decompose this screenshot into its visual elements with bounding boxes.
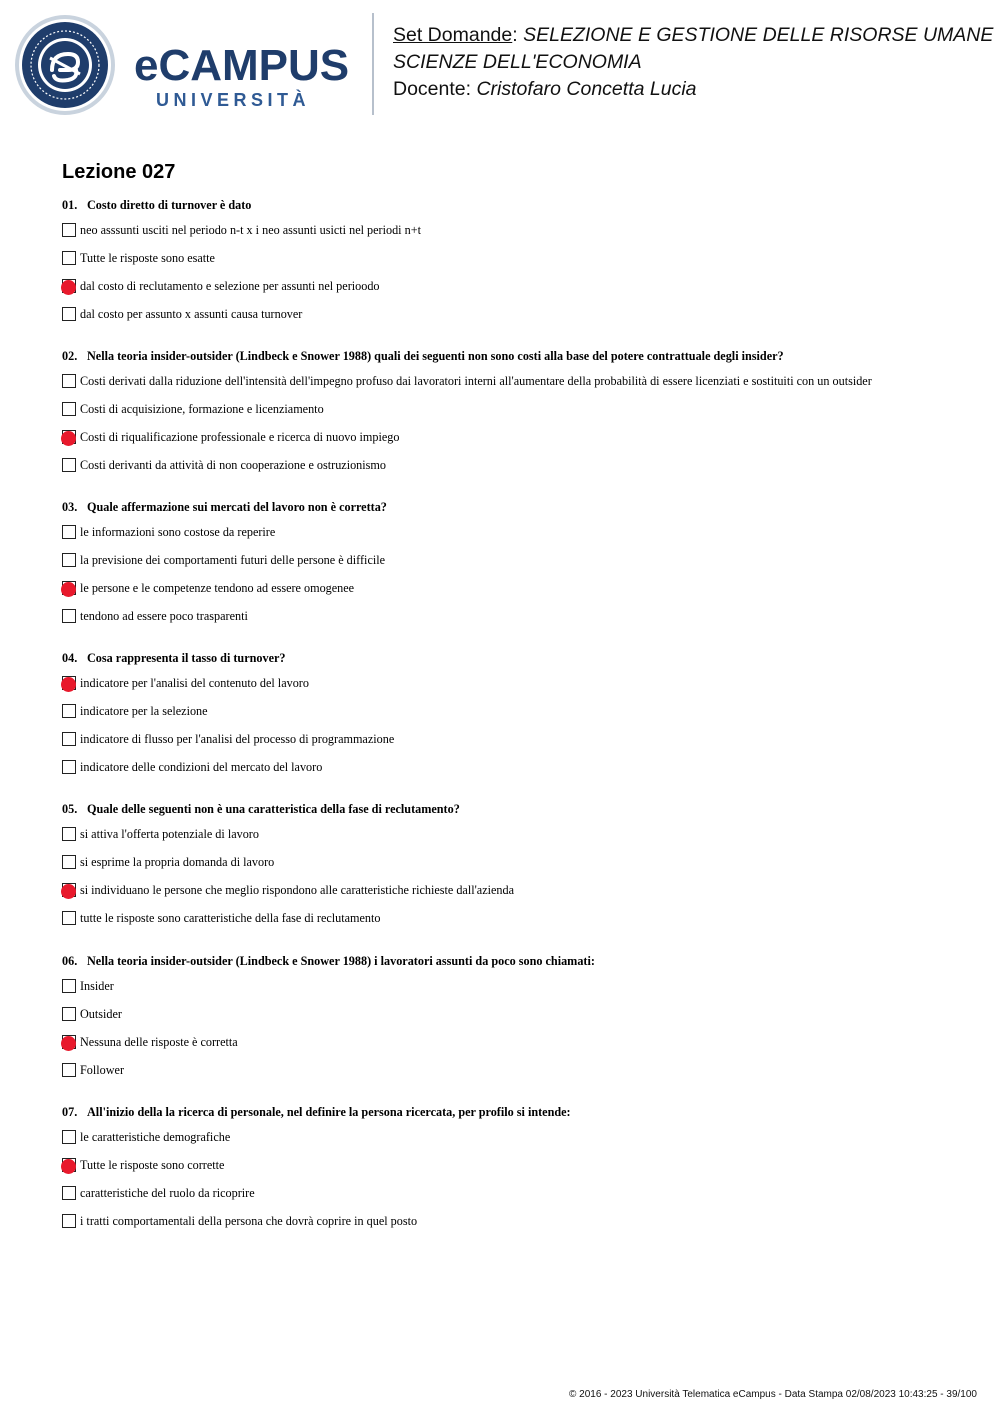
course-title: SELEZIONE E GESTIONE DELLE RISORSE UMANE: [523, 24, 994, 46]
question-number: 06.: [62, 954, 78, 968]
answer-checkbox: [62, 760, 76, 774]
set-label: Set Domande: [393, 24, 513, 46]
question-number: 04.: [62, 651, 78, 665]
answer-text: tutte le risposte sono caratteristiche della fase di reclutamento: [80, 911, 381, 925]
answer-checkbox: [62, 704, 76, 718]
answer-text: Costi di riqualificazione professionale e ricerca di nuovo impiego: [80, 430, 400, 444]
question-text: Quale affermazione sui mercati del lavoro non è corretta?: [87, 500, 387, 514]
question-text: Cosa rappresenta il tasso di turnover?: [87, 651, 286, 665]
answer-checkbox: [62, 1130, 76, 1144]
question-number: 03.: [62, 500, 78, 514]
question-7: [62, 1105, 571, 1120]
page-footer: © 2016 - 2023 Università Telematica eCampus - Data Stampa 02/08/2023 10:43:25 - 39/100: [569, 1389, 977, 1400]
answer-text: le informazioni sono costose da reperire: [80, 525, 276, 539]
question-text: Nella teoria insider-outsider (Lindbeck e Snower 1988) i lavoratori assunti da poco sono chiamati:: [87, 954, 595, 968]
question-6: [62, 954, 595, 969]
answer-text: le caratteristiche demografiche: [80, 1130, 231, 1144]
answer-text: tendono ad essere poco trasparenti: [80, 609, 248, 623]
header-divider: [372, 13, 374, 115]
answer-text: neo asssunti usciti nel periodo n-t x i neo assunti usicti nel periodi n+t: [80, 223, 421, 237]
svg-text:UNIVERSITÀ: UNIVERSITÀ: [156, 90, 311, 110]
course-line-2: [393, 49, 993, 76]
answer-text: dal costo di reclutamento e selezione per assunti nel perioodo: [80, 279, 380, 293]
selected-answer-marker-icon: [61, 431, 76, 446]
answer-text: Costi derivanti da attività di non cooperazione e ostruzionismo: [80, 458, 386, 472]
answer-checkbox: [62, 1214, 76, 1228]
answer-checkbox: [62, 911, 76, 925]
answer-checkbox: [62, 609, 76, 623]
answer-text: indicatore di flusso per l'analisi del processo di programmazione: [80, 732, 395, 746]
answer-text: la previsione dei comportamenti futuri delle persone è difficile: [80, 553, 386, 567]
answer-text: caratteristiche del ruolo da ricoprire: [80, 1186, 255, 1200]
svg-text:eCAMPUS: eCAMPUS: [134, 42, 350, 90]
answer-text: Costi derivati dalla riduzione dell'intensità dell'impegno profuso dai lavoratori interni all'aumentare della probabilità di essere licenziati e sostituiti con un outsider: [80, 374, 872, 388]
answer-checkbox: [62, 979, 76, 993]
question-text: Quale delle seguenti non è una caratteristica della fase di reclutamento?: [87, 802, 460, 816]
lesson-title: Lezione 027: [62, 161, 176, 183]
teacher-label: Docente:: [393, 78, 477, 100]
answer-text: Tutte le risposte sono corrette: [80, 1158, 225, 1172]
ecampus-seal-logo: [14, 14, 116, 116]
course-line-1: Set Domande: SELEZIONE E GESTIONE DELLE RISORSE UMANE: [393, 24, 994, 46]
question-number: 07.: [62, 1105, 78, 1119]
selected-answer-marker-icon: [61, 280, 76, 295]
answer-text: Follower: [80, 1063, 125, 1077]
answer-text: le persone e le competenze tendono ad essere omogenee: [80, 581, 355, 595]
answer-text: si attiva l'offerta potenziale di lavoro: [80, 827, 259, 841]
answer-text: si esprime la propria domanda di lavoro: [80, 855, 275, 869]
answer-checkbox: [62, 251, 76, 265]
answer-checkbox: [62, 374, 76, 388]
question-text: Costo diretto di turnover è dato: [87, 198, 252, 212]
teacher-line: [393, 76, 993, 103]
question-number: 02.: [62, 349, 78, 363]
answer-checkbox: [62, 307, 76, 321]
answer-text: indicatore per la selezione: [80, 704, 208, 718]
course-info: [393, 22, 993, 103]
answer-checkbox: [62, 1186, 76, 1200]
document-header: [0, 0, 1000, 130]
question-number: 01.: [62, 198, 78, 212]
answer-text: dal costo per assunto x assunti causa turnover: [80, 307, 303, 321]
question-4: [62, 651, 286, 666]
answer-text: Outsider: [80, 1007, 122, 1021]
answer-text: indicatore delle condizioni del mercato del lavoro: [80, 760, 323, 774]
selected-answer-marker-icon: [61, 884, 76, 899]
selected-answer-marker-icon: [61, 677, 76, 692]
answer-checkbox: [62, 827, 76, 841]
answer-checkbox: [62, 855, 76, 869]
answer-text: Costi di acquisizione, formazione e licenziamento: [80, 402, 324, 416]
answer-text: Insider: [80, 979, 114, 993]
question-5: [62, 802, 460, 817]
question-2: [62, 349, 784, 364]
answer-checkbox: [62, 525, 76, 539]
selected-answer-marker-icon: [61, 1036, 76, 1051]
answer-checkbox: [62, 223, 76, 237]
answer-checkbox: [62, 732, 76, 746]
answer-text: indicatore per l'analisi del contenuto del lavoro: [80, 676, 309, 690]
answer-checkbox: [62, 458, 76, 472]
answer-text: Tutte le risposte sono esatte: [80, 251, 215, 265]
selected-answer-marker-icon: [61, 1159, 76, 1174]
answer-checkbox: [62, 1007, 76, 1021]
answer-text: si individuano le persone che meglio rispondono alle caratteristiche richieste dall'azienda: [80, 883, 515, 897]
course-faculty: SCIENZE DELL'ECONOMIA: [393, 51, 642, 73]
answer-checkbox: [62, 553, 76, 567]
teacher-name: Cristofaro Concetta Lucia: [476, 78, 697, 100]
question-number: 05.: [62, 802, 78, 816]
answer-checkbox: [62, 402, 76, 416]
ecampus-wordmark-logo: [134, 42, 356, 112]
question-1: [62, 198, 251, 213]
question-text: All'inizio della la ricerca di personale, nel definire la persona ricercata, per profilo si intende:: [87, 1105, 571, 1119]
question-text: Nella teoria insider-outsider (Lindbeck e Snower 1988) quali dei seguenti non sono costi alla base del potere contrattuale degli insider?: [87, 349, 784, 363]
selected-answer-marker-icon: [61, 582, 76, 597]
question-3: [62, 500, 387, 515]
answer-checkbox: [62, 1063, 76, 1077]
answer-text: Nessuna delle risposte è corretta: [80, 1035, 238, 1049]
answer-text: i tratti comportamentali della persona che dovrà coprire in quel posto: [80, 1214, 418, 1228]
